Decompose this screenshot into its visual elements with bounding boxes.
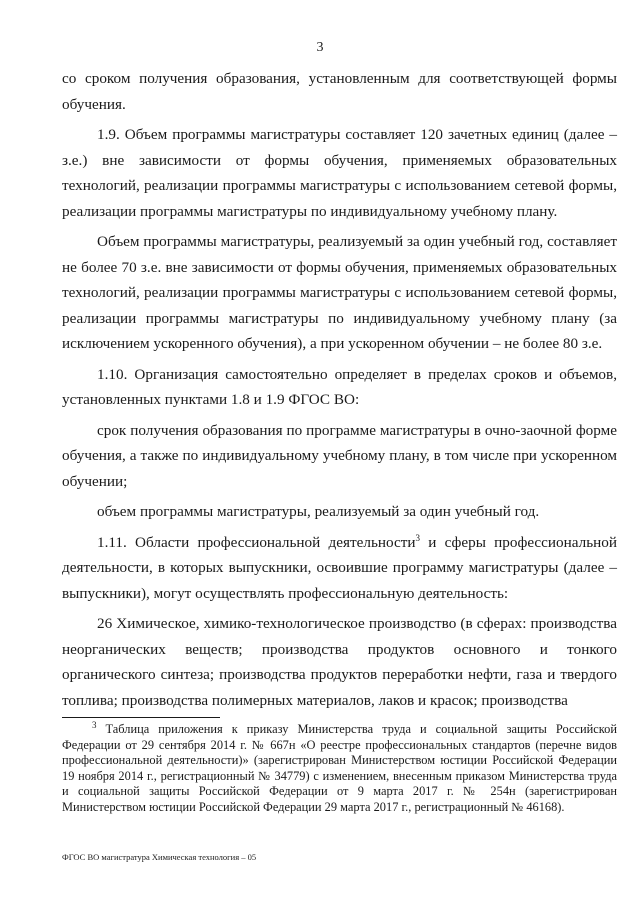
paragraph-1-9: 1.9. Объем программы магистратуры составляет 120 зачетных единиц (далее – з.е.) вне зависимости от формы обучения, применяемых образовательных технологий, реализации программы магистратуры с использованием сетевой формы, реализации программы магистратуры по индивидуальному учебному плану. — [62, 126, 617, 220]
paragraph-1-11-end: и сферы профессиональной деятельности, в которых выпускники, освоившие программу магистратуры (далее – выпускники), могут осуществлять профессиональную деятельность: — [62, 533, 617, 602]
paragraph-volume: объем программы магистратуры, реализуемый за один учебный год. — [97, 503, 540, 520]
paragraph-1-11-start: 1.11. Области профессиональной деятельности — [97, 533, 416, 551]
footnote-marker: 3 — [92, 719, 97, 730]
paragraph-continuation: со сроком получения образования, установленным для соответствующей формы обучения. — [62, 70, 617, 113]
main-text — [62, 66, 617, 718]
page-footer: ФГОС ВО магистратура Химическая технология – 05 — [62, 852, 257, 862]
paragraph-1-10: 1.10. Организация самостоятельно определяет в пределах сроков и объемов, установленных пунктами 1.8 и 1.9 ФГОС ВО: — [62, 365, 617, 408]
page-number: 3 — [316, 40, 324, 55]
footnote-divider — [62, 717, 220, 718]
paragraph-area-26: 26 Химическое, химико-технологическое производство (в сферах: производства неорганических веществ; производства продуктов основного и тонкого органического синтеза; производства продуктов переработки нефти, газа и твердого топлива; производства полимерных материалов, лаков и красок; производства — [62, 615, 617, 709]
paragraph-1-11 — [62, 530, 617, 607]
footnote-text: Таблица приложения к приказу Министерства труда и социальной защиты Российской Федерации от 29 сентября 2014 г. № 667н «О реестре профессиональных стандартов (перечне видов профессиональной деятельности)» (зарегистрирован Министерством юстиции Российской Федерации 19 ноября 2014 г., регистрационный № 34779) с изменением, внесенным приказом Министерства труда и социальной защиты Российской Федерации от 9 марта 2017 г. № 254н (зарегистрирован Министерством юстиции Российской Федерации 29 марта 2017 г., регистрационный № 46168). — [62, 722, 617, 814]
footnote-reference[interactable]: 3 — [415, 532, 420, 543]
paragraph-annual-volume: Объем программы магистратуры, реализуемый за один учебный год, составляет не более 70 з.е. вне зависимости от формы обучения, применяемых образовательных технологий, реализации программы магистратуры с использованием сетевой формы, реализации программы магистратуры по индивидуальному учебному плану (за исключением ускоренного обучения), а при ускоренном обучении – не более 80 з.е. — [62, 233, 617, 352]
paragraph-term: срок получения образования по программе магистратуры в очно-заочной форме обучения, а также по индивидуальному учебному плану, в том числе при ускоренном обучении; — [62, 421, 617, 490]
footnote — [62, 719, 617, 816]
